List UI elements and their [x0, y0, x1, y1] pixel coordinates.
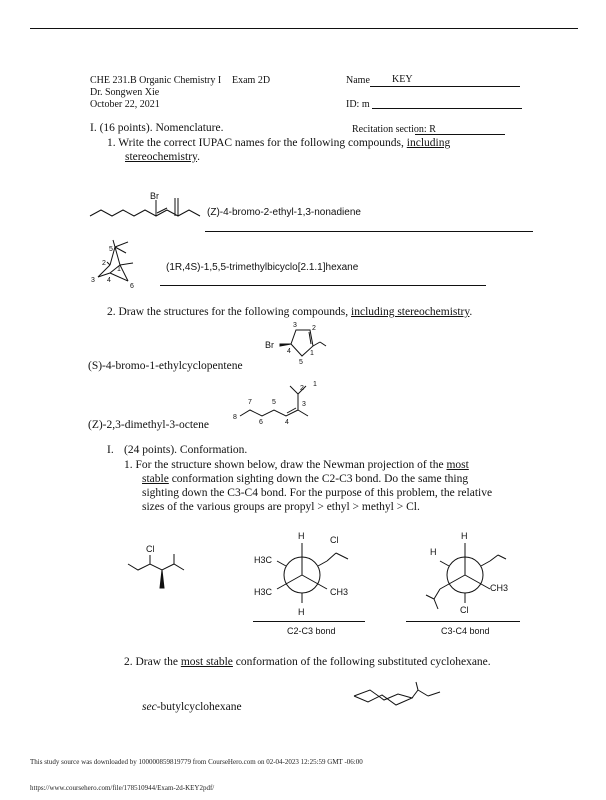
svg-text:H: H [298, 607, 305, 617]
svg-text:4: 4 [107, 277, 111, 284]
answer-1: (Z)-4-bromo-2-ethyl-1,3-nonadiene [207, 207, 361, 218]
answer-2-line [160, 285, 486, 286]
svg-text:CH3: CH3 [330, 587, 349, 597]
svg-text:2: 2 [300, 385, 304, 392]
course-title: CHE 231.B Organic Chemistry I [90, 75, 222, 86]
svg-text:3: 3 [302, 401, 306, 408]
svg-text:Cl: Cl [330, 535, 339, 545]
svg-text:H: H [298, 531, 305, 541]
svg-text:5: 5 [299, 359, 303, 366]
caption-c3c4: C3-C4 bond [441, 626, 490, 636]
svg-text:2: 2 [312, 325, 316, 332]
svg-text:1: 1 [310, 350, 314, 357]
exam-date: October 22, 2021 [90, 99, 160, 110]
svg-text:1: 1 [313, 381, 317, 388]
id-label: ID: m [346, 99, 370, 110]
recitation-line [415, 134, 505, 135]
footer-download-note: This study source was downloaded by 100000859819779 from CourseHero.com on 02-04-2023 12:25:59 GMT -06:00 [30, 758, 363, 766]
svg-text:Cl: Cl [146, 544, 155, 554]
recitation-label: Recitation section: R [352, 124, 436, 135]
answer-1-line [205, 231, 533, 232]
id-line [372, 108, 522, 109]
svg-text:CH3: CH3 [490, 583, 509, 593]
svg-text:6: 6 [259, 419, 263, 426]
question-1-prompt: 1. Write the correct IUPAC names for the following compounds, including stereochemistry. [107, 137, 451, 163]
svg-text:2: 2 [102, 260, 106, 267]
structure-bicyclohexane [88, 235, 144, 291]
svg-text:Cl: Cl [460, 605, 469, 615]
svg-text:1: 1 [117, 266, 121, 273]
footer-url[interactable]: https://www.coursehero.com/file/178510944/Exam-2d-KEY2pdf/ [30, 784, 215, 792]
svg-text:4: 4 [287, 348, 291, 355]
svg-text:Br: Br [265, 340, 274, 350]
svg-text:6: 6 [130, 283, 134, 290]
top-rule [30, 28, 578, 29]
structure-octene [230, 376, 320, 428]
section2-title: (24 points). Conformation. [124, 444, 248, 456]
instructor: Dr. Songwen Xie [90, 87, 160, 98]
svg-text:3: 3 [293, 322, 297, 329]
caption-c2c3: C2-C3 bond [287, 626, 336, 636]
c2c3-line [253, 621, 365, 622]
structure-cyclopentene [262, 318, 332, 366]
svg-text:5: 5 [272, 399, 276, 406]
c3c4-line [406, 621, 520, 622]
section2-number: I. [107, 444, 114, 456]
compound-octene-name: (Z)-2,3-dimethyl-3-octene [88, 419, 210, 431]
svg-text:H3C: H3C [254, 587, 273, 597]
compound-cyclopentene-name: (S)-4-bromo-1-ethylcyclopentene [88, 360, 243, 372]
svg-text:7: 7 [248, 399, 252, 406]
name-value: KEY [392, 74, 413, 85]
section1-title: I. (16 points). Nomenclature. [90, 122, 224, 134]
svg-text:H: H [430, 547, 437, 557]
br-label: Br [150, 191, 159, 201]
structure-conformation-molecule [122, 540, 194, 592]
svg-text:8: 8 [233, 414, 237, 421]
exam-label: Exam 2D [232, 75, 271, 86]
question-2-prompt: 2. Draw the structures for the following compounds, including stereochemistry. [107, 306, 473, 318]
name-line [370, 86, 520, 87]
svg-text:H3C: H3C [254, 555, 273, 565]
newman-c2-c3 [250, 525, 360, 620]
structure-bromo-nonadiene [88, 188, 206, 226]
svg-text:3: 3 [91, 277, 95, 284]
svg-text:H: H [461, 531, 468, 541]
structure-chair-cyclohexane [348, 680, 443, 712]
conformation-q2-prompt: 2. Draw the most stable conformation of the following substituted cyclohexane. [124, 656, 491, 668]
name-label: Name [346, 75, 370, 86]
sec-butylcyclohexane-name: sec-butylcyclohexane [142, 701, 242, 713]
svg-text:4: 4 [285, 419, 289, 426]
answer-2: (1R,4S)-1,5,5-trimethylbicyclo[2.1.1]hexane [166, 262, 359, 273]
svg-text:5: 5 [109, 246, 113, 253]
conformation-q1-prompt: 1. For the structure shown below, draw the Newman projection of the most stable conformation sighting down the C2-C3 bond. Do the same thing sighting down the C3-C4 bond. For the purpose of this problem, the relative sizes of the various groups are propyl > ethyl > methyl > Cl. [124, 459, 493, 513]
newman-c3-c4 [410, 525, 520, 620]
